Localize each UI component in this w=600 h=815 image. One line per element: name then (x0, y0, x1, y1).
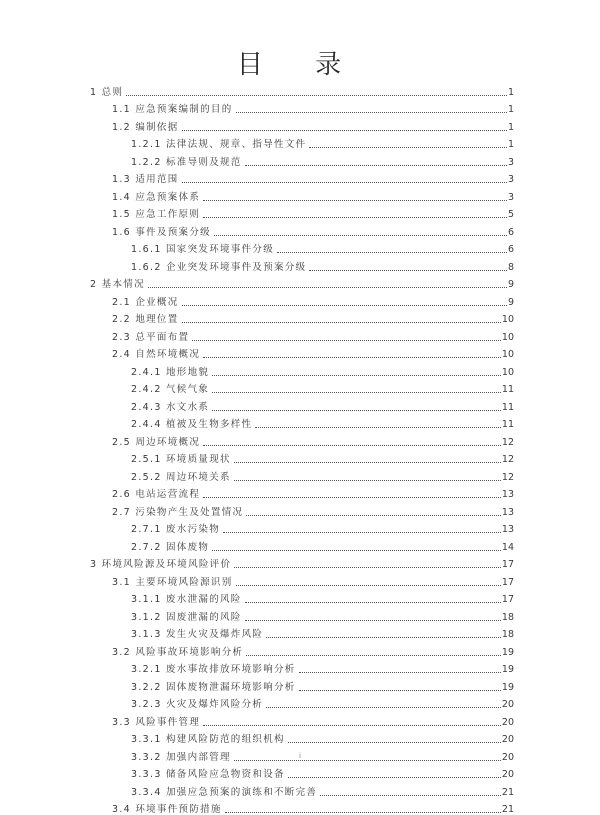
toc-dot-leader (309, 270, 507, 271)
toc-entry[interactable] (112, 220, 514, 238)
toc-dot-leader (299, 672, 501, 673)
toc-entry[interactable] (131, 360, 514, 378)
toc-entry-title: 2.1 企业概况 (112, 297, 182, 308)
toc-title: 目 录 (0, 44, 600, 81)
toc-entry-title: 2.7.2 固体废物 (131, 542, 212, 553)
toc-entry-page: 11 (501, 402, 514, 413)
toc-dot-leader (288, 742, 501, 743)
toc-entry-title: 3.2.2 固体废物泄漏环境影响分析 (131, 682, 299, 693)
toc-entry-title: 2.4.1 地形地貌 (131, 367, 212, 378)
toc-entry-page: 8 (507, 262, 514, 273)
toc-entry-page: 1 (507, 87, 514, 98)
toc-entry[interactable] (131, 623, 514, 641)
toc-entry-page: 12 (501, 472, 514, 483)
toc-entry-page: 19 (501, 682, 514, 693)
toc-dot-leader (212, 375, 501, 376)
toc-entry-page: 20 (501, 717, 514, 728)
toc-entry[interactable] (90, 80, 514, 98)
toc-entry-page: 17 (501, 594, 514, 605)
toc-entry-page: 6 (507, 227, 514, 238)
toc-dot-leader (192, 340, 501, 341)
toc-entry-page: 13 (501, 489, 514, 500)
toc-entry-title: 3.3.3 储备风险应急物资和设备 (131, 769, 288, 780)
toc-entry-title: 3.2.1 废水事故排放环境影响分析 (131, 664, 299, 675)
toc-entry-page: 18 (501, 612, 514, 623)
toc-entry-title: 1.2.2 标准导则及规范 (131, 157, 245, 168)
toc-entry-page: 9 (507, 279, 514, 290)
toc-entry-page: 5 (507, 209, 514, 220)
toc-entry-page: 10 (501, 314, 514, 325)
toc-entry-page: 10 (501, 349, 514, 360)
toc-dot-leader (266, 707, 501, 708)
toc-dot-leader (245, 165, 507, 166)
toc-entry-page: 10 (501, 332, 514, 343)
toc-dot-leader (245, 602, 501, 603)
toc-entry-title: 3.1 主要环境风险源识别 (112, 577, 236, 588)
toc-entry[interactable] (131, 378, 514, 396)
toc-entry-title: 2.5 周边环境概况 (112, 437, 203, 448)
toc-entry[interactable] (131, 693, 514, 711)
toc-dot-leader (126, 95, 507, 96)
toc-dot-leader (203, 725, 501, 726)
toc-entry-title: 2.5.1 环境质量现状 (131, 454, 234, 465)
toc-entry[interactable] (112, 710, 514, 728)
toc-entry-page: 20 (501, 734, 514, 745)
toc-entry[interactable] (112, 343, 514, 361)
toc-dot-leader (223, 532, 501, 533)
toc-entry-page: 11 (501, 384, 514, 395)
toc-dot-leader (266, 637, 501, 638)
toc-entry-page: 21 (501, 787, 514, 798)
toc-dot-leader (234, 567, 501, 568)
toc-entry-title: 1 总则 (90, 87, 126, 98)
toc-entry[interactable] (131, 413, 514, 431)
toc-entry-page: 12 (501, 437, 514, 448)
toc-dot-leader (246, 655, 501, 656)
toc-entry-page: 10 (501, 367, 514, 378)
toc-entry-page: 9 (507, 297, 514, 308)
toc-dot-leader (203, 445, 501, 446)
toc-entry-title: 2.7 污染物产生及处置情况 (112, 507, 246, 518)
toc-entry[interactable] (112, 640, 514, 658)
toc-entry[interactable] (131, 133, 514, 151)
toc-entry[interactable] (131, 763, 514, 781)
toc-entry[interactable] (131, 728, 514, 746)
toc-dot-leader (214, 235, 507, 236)
toc-dot-leader (182, 182, 507, 183)
toc-entry-title: 3.4 环境事件预防措施 (112, 804, 225, 815)
toc-entry-title: 1.6 事件及预案分级 (112, 227, 214, 238)
toc-dot-leader (320, 795, 501, 796)
toc-entry[interactable] (112, 98, 514, 116)
toc-entry-page: 1 (507, 122, 514, 133)
toc-dot-leader (203, 357, 501, 358)
toc-entry-title: 3.3.4 加强应急预案的演练和不断完善 (131, 787, 320, 798)
toc-entry-page: 19 (501, 647, 514, 658)
toc-entry-page: 3 (507, 157, 514, 168)
toc-entry[interactable] (112, 483, 514, 501)
toc-entry-title: 2.3 总平面布置 (112, 332, 192, 343)
toc-entry[interactable] (131, 448, 514, 466)
toc-entry-page: 19 (501, 664, 514, 675)
toc-dot-leader (212, 550, 501, 551)
toc-entry-title: 1.1 应急预案编制的目的 (112, 104, 236, 115)
toc-entry[interactable] (131, 395, 514, 413)
toc-entry-title: 3.1.3 发生火灾及爆炸风险 (131, 629, 266, 640)
toc-dot-leader (148, 287, 507, 288)
toc-entry-title: 1.4 应急预案体系 (112, 192, 203, 203)
toc-entry[interactable] (112, 500, 514, 518)
toc-entry-title: 2.4.4 植被及生物多样性 (131, 419, 255, 430)
toc-entry-page: 3 (507, 192, 514, 203)
toc-dot-leader (234, 480, 501, 481)
toc-dot-leader (255, 427, 501, 428)
toc-entry[interactable] (112, 290, 514, 308)
toc-entry[interactable] (131, 588, 514, 606)
toc-entry[interactable] (112, 570, 514, 588)
toc-entry[interactable] (131, 150, 514, 168)
toc-dot-leader (309, 147, 507, 148)
toc-dot-leader (225, 812, 501, 813)
toc-entry[interactable] (131, 255, 514, 273)
toc-entry-title: 1.6.1 国家突发环境事件分级 (131, 244, 277, 255)
toc-entry-title: 2.4.2 气候气象 (131, 384, 212, 395)
toc-dot-leader (277, 252, 507, 253)
toc-dot-leader (182, 322, 501, 323)
toc-entry[interactable] (131, 780, 514, 798)
toc-entry-title: 2 基本情况 (90, 279, 148, 290)
toc-entry[interactable] (90, 553, 514, 571)
toc-entry[interactable] (131, 605, 514, 623)
toc-entry-page: 17 (501, 559, 514, 570)
toc-entry[interactable] (112, 308, 514, 326)
toc-entry-page: 12 (501, 454, 514, 465)
toc-entry-page: 20 (501, 699, 514, 710)
toc-entry-title: 1.3 适用范围 (112, 174, 182, 185)
toc-entry-page: 20 (501, 769, 514, 780)
toc-entry-title: 3.2.3 火灾及爆炸风险分析 (131, 699, 266, 710)
toc-dot-leader (245, 620, 501, 621)
toc-entry-title: 2.2 地理位置 (112, 314, 182, 325)
toc-dot-leader (182, 305, 507, 306)
toc-entry-page: 18 (501, 629, 514, 640)
toc-entry[interactable] (112, 185, 514, 203)
toc-entry-page: 3 (507, 174, 514, 185)
toc-entry-title: 3.2 风险事故环境影响分析 (112, 647, 246, 658)
toc-entry-page: 21 (501, 804, 514, 815)
toc-dot-leader (234, 462, 501, 463)
toc-entry[interactable] (112, 115, 514, 133)
toc-entry[interactable] (131, 465, 514, 483)
toc-entry[interactable] (112, 168, 514, 186)
toc-entry-title: 1.5 应急工作原则 (112, 209, 203, 220)
toc-entry-title: 2.7.1 废水污染物 (131, 524, 223, 535)
toc-entry[interactable] (131, 675, 514, 693)
toc-dot-leader (288, 777, 501, 778)
toc-entry-title: 2.4.3 水文水系 (131, 402, 212, 413)
toc-entry[interactable] (131, 535, 514, 553)
toc-entry-page: 11 (501, 419, 514, 430)
toc-entry-title: 3.1.1 废水泄漏的风险 (131, 594, 245, 605)
toc-entry-title: 1.2.1 法律法规、规章、指导性文件 (131, 139, 309, 150)
toc-dot-leader (203, 497, 501, 498)
toc-dot-leader (212, 392, 501, 393)
toc-entry[interactable] (131, 238, 514, 256)
toc-entry[interactable] (112, 325, 514, 343)
toc-dot-leader (203, 200, 507, 201)
toc-entry-page: 13 (501, 524, 514, 535)
toc-entry-title: 2.5.2 周边环境关系 (131, 472, 234, 483)
toc-entry[interactable] (90, 273, 514, 291)
toc-entry[interactable] (131, 518, 514, 536)
toc-entry-title: 1.2 编制依据 (112, 122, 182, 133)
toc-dot-leader (236, 585, 501, 586)
toc-dot-leader (299, 690, 501, 691)
toc-entry[interactable] (112, 430, 514, 448)
toc-dot-leader (203, 217, 507, 218)
toc-entry[interactable] (131, 658, 514, 676)
toc-entry-page: 14 (501, 542, 514, 553)
toc-entry-page: 6 (507, 244, 514, 255)
toc-entry-page: 13 (501, 507, 514, 518)
toc-entry-page: 1 (507, 104, 514, 115)
toc-entry-title: 3.3 风险事件管理 (112, 717, 203, 728)
toc-dot-leader (212, 410, 501, 411)
toc-entry-title: 2.4 自然环境概况 (112, 349, 203, 360)
table-of-contents (0, 80, 600, 815)
toc-dot-leader (182, 130, 507, 131)
toc-entry[interactable] (112, 798, 514, 815)
toc-entry-title: 3 环境风险源及环境风险评价 (90, 559, 234, 570)
toc-entry-page: 17 (501, 577, 514, 588)
toc-entry[interactable] (112, 203, 514, 221)
toc-entry-title: 2.6 电站运营流程 (112, 489, 203, 500)
toc-dot-leader (246, 515, 501, 516)
toc-entry-page: 20 (501, 752, 514, 763)
toc-dot-leader (236, 112, 507, 113)
toc-entry-title: 3.1.2 固废泄漏的风险 (131, 612, 245, 623)
toc-entry-title: 3.3.1 构建风险防范的组织机构 (131, 734, 288, 745)
toc-entry-title: 1.6.2 企业突发环境事件及预案分级 (131, 262, 309, 273)
page-number-footer: i (0, 752, 600, 760)
toc-entry-title: 3.3.2 加强内部管理 (131, 752, 234, 763)
toc-entry-page: 1 (507, 139, 514, 150)
